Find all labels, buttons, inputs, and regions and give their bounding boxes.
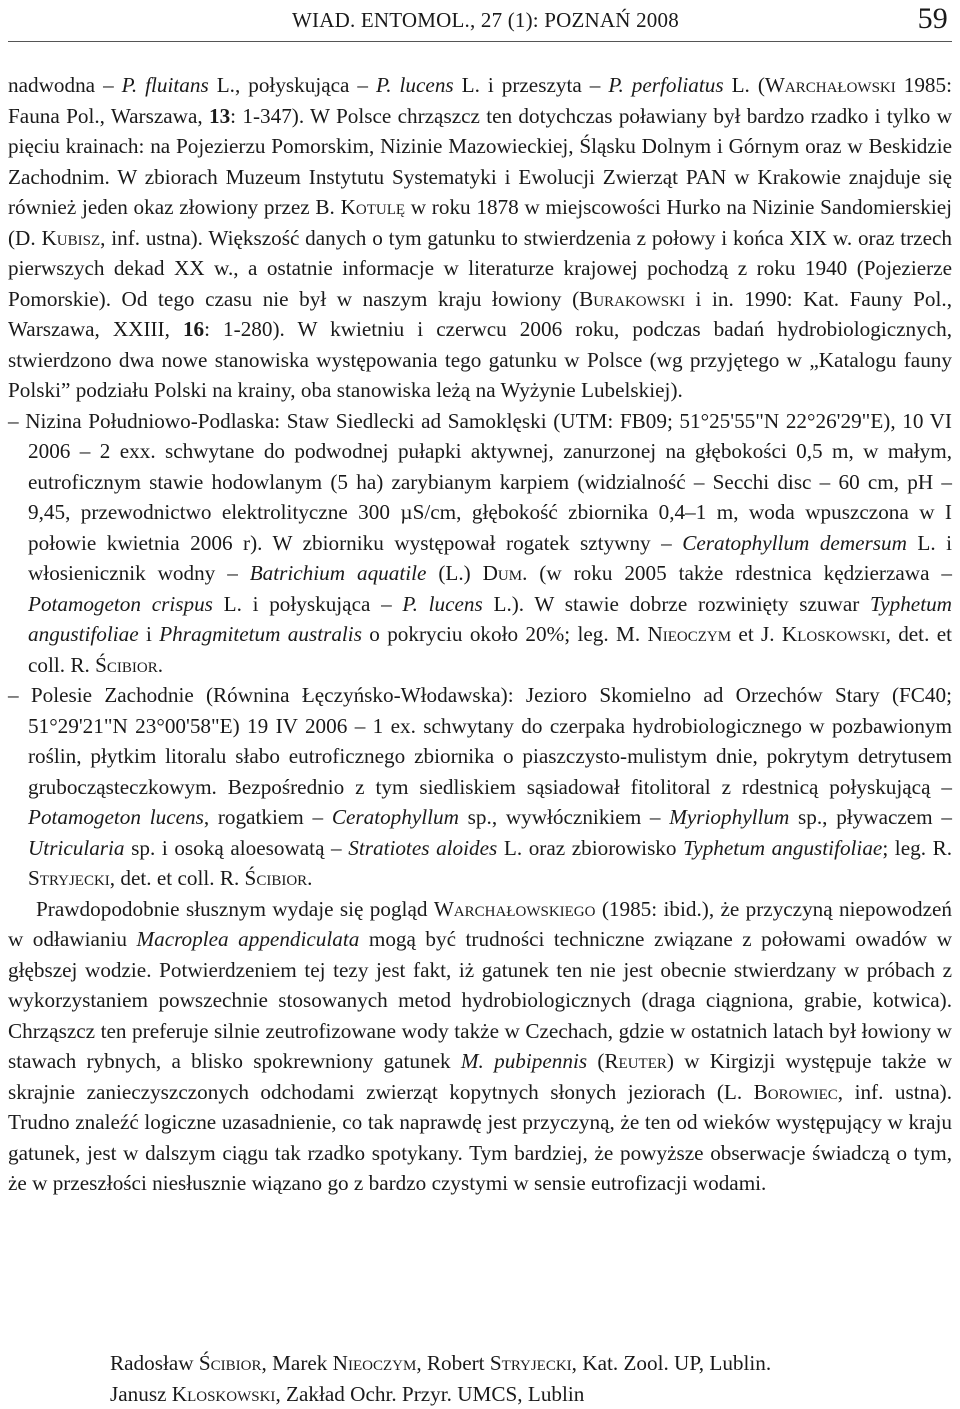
text-run: mogą być trudności techniczne związane z połowami owadów w głębszej wodzie. Potwierdzeniem tej tezy jest fakt, iż gatunek ten nie jest obecnie stwierdzany w próbach z wykorzystaniem powszechnie stosowanych metod hydrobiologicznych (draga ciągniona, grabie, kotwica). Chrząszcz ten preferuje silnie zeutrofizowane wody także w Czechach, gdzie w ostatnich latach był łowiony w stawach rybnych, a blisko spokrewniony gatunek — [8, 927, 952, 1073]
species-name: P. fluitans — [121, 73, 209, 97]
running-header — [8, 2, 952, 38]
author-name: Warchałowski — [764, 73, 896, 97]
text-run: : 1-280). W kwietniu i czerwcu 2006 roku, podczas badań hydrobiologicznych, stwierdzono dwa nowe stanowiska występowania tego gatunku w Polsce (wg przyjętego w „Katalogu fauny Polski” podziału Polski na krainy, oba stanowiska leżą na Wyżynie Lubelskiej). — [8, 317, 952, 402]
text-run: – Nizina Południowo-Podlaska: Staw Siedlecki ad Samoklęski (UTM: FB09; 51°25'55"N 22°26'29"E), 10 VI 2006 – 2 exx. schwytane do podwodnej pułapki aktywnej, zanurzonej na głębokości 0,5 m, w małym, eutroficznym stawie hodowlanym (5 ha) zarybianym karpiem (widzialność – Secchi disc – 60 cm, pH – 9,45, przewodnictwo elektrolityczne 300 µS/cm, głębokość zbiornika 0,4–1 m, woda wpuszczona w I połowie kwietnia 2006 r). W zbiorniku występował rogatek sztywny – — [8, 408, 952, 555]
author-name: Ścibior — [95, 652, 158, 677]
text-run: , Zakład Ochr. Przyr. UMCS, Lublin — [275, 1381, 585, 1406]
species-name: Typhetum angustifoliae — [683, 835, 883, 860]
text-run: , det. et coll. R. — [28, 622, 952, 677]
text-run: L. oraz zbiorowisko — [497, 835, 684, 860]
author-name: Kloskowski — [781, 622, 886, 646]
species-name: Ceratophyllum — [331, 805, 459, 829]
author-name: Warchałowskiego — [433, 896, 596, 921]
text-run: : 1-347). W Polsce chrząszcz ten dotychczas poławiany był bardzo rzadko i tylko w pięciu krainach: na Pojezierzu Pomorskim, Nizinie Mazowieckiej, Śląsku Dolnym i Górnym oraz w Beskidzie Zachodnim. W zbiorach Muzeum Instytutu Systematyki i Ewolucji Zwierząt PAN w Krakowie znajduje się również jeden okaz złowiony przez B. — [8, 103, 952, 219]
species-name: P. lucens — [376, 73, 454, 97]
page-number: 59 — [917, 2, 948, 35]
text-run: w roku 1878 w miejscowości Hurko na Nizinie Sandomierskiej (D. — [8, 195, 952, 250]
text-run: 1985: Fauna Pol., Warszawa, — [8, 73, 952, 128]
text-run: , Marek — [261, 1351, 333, 1375]
author-name: Borowiec — [753, 1079, 838, 1104]
journal-citation: WIAD. ENTOMOL., 27 (1): POZNAŃ 2008 — [292, 8, 679, 32]
text-run: , inf. ustna). Trudno znaleźć logiczne uzasadnienie, co tak naprawdę jest przyczyną, że ten od wieków występujący w kraju gatunek, jest w dalszym ciągu tak rzadko spotykany. Tym bardziej, że powyższe obserwacje świadczą o tym, że w przeszłości niesłusznie wiązano go z bardzo czystymi w sensie eutrofizacji wodami. — [8, 1079, 952, 1195]
text-run: L. i połyskująca – — [212, 591, 403, 616]
species-name: Batrichium aquatile — [249, 561, 427, 585]
text-run: . (w roku 2005 także rdestnica kędzierzawa – — [522, 561, 953, 585]
text-run: i in. 1990: Kat. Fauny Pol., Warszawa, XXIII, — [8, 286, 952, 341]
text-run: – Polesie Zachodnie (Równina Łęczyńsko-Włodawska): Jezioro Skomielno ad Orzechów Stary (FC40; 51°29'21"N 23°00'58"E) 19 IV 2006 – 1 ex. schwytany do czerpaka hydrobiologicznego w pozbawionym roślin, płytkim litoralu słabo eutroficznego zbiornika o piaszczysto-mulistym dnie, pokrytym detrytusem grubocząsteczkowym. Bezpośrednio z tym siedliskiem sąsiadował fitolitoral z rdestnicą połyskującą – — [8, 683, 952, 799]
species-name: P. lucens — [402, 591, 483, 616]
author-name: Reuter — [604, 1049, 667, 1073]
species-name: Stratiotes aloides — [348, 835, 498, 860]
author-name: Burakowski — [579, 286, 685, 311]
text-run: sp., pływaczem – — [789, 805, 952, 829]
species-name: Typhetum angustifoliae — [28, 591, 952, 646]
authors-line-1 — [110, 1348, 960, 1379]
species-name: Myriophyllum — [669, 805, 790, 829]
author-name: Dum — [482, 561, 523, 585]
text-run: et J. — [731, 622, 782, 646]
text-run: ) w Kirgizji występuje także w skrajnie zanieczyszczonych odchodami zwierząt kopytnych słonych jeziorach (L. — [8, 1049, 952, 1104]
text-run: , Robert — [416, 1351, 490, 1375]
volume-number: 16 — [182, 317, 205, 341]
locality-entry-1 — [8, 406, 952, 681]
text-run: Radosław — [110, 1351, 199, 1375]
author-name: Kloskowski — [171, 1381, 276, 1406]
locality-entry-2 — [8, 680, 952, 894]
text-run: i — [138, 622, 160, 646]
text-run: nadwodna – — [8, 73, 122, 97]
author-name: Ścibior — [198, 1351, 262, 1375]
text-run: (L.) — [426, 561, 483, 585]
paragraph-discussion — [8, 894, 952, 1199]
text-run: sp., wywłócznikiem – — [458, 805, 670, 829]
article-body — [8, 70, 952, 1199]
text-run: (1985: ibid.), że przyczyną niepowodzeń w odławianiu — [8, 896, 953, 951]
volume-number: 13 — [208, 103, 231, 128]
author-name: Nieoczym — [332, 1351, 417, 1375]
text-run: L., połyskująca – — [208, 73, 377, 97]
text-run: sp. i osoką aloesowatą – — [124, 835, 349, 860]
author-name: Kubisz — [41, 225, 101, 250]
text-run: L.). W stawie dobrze rozwinięty szuwar — [482, 591, 870, 616]
text-run: ( — [587, 1049, 605, 1073]
author-name: Stryjecki — [489, 1351, 572, 1375]
species-name: Utricularia — [28, 835, 125, 860]
text-run: , inf. ustna). Większość danych o tym gatunku to stwierdzenia z połowy i końca XIX w. oraz trzech pierwszych dekad XX w., a ostatnie informacje w literaturze krajowej pochodzą z roku 1940 (Pojezierze Pomorskie). Od tego czasu nie był w naszym kraju łowiony ( — [8, 225, 952, 311]
species-name: M. pubipennis — [460, 1049, 588, 1073]
species-name: Potamogeton crispus — [28, 591, 213, 616]
species-name: Potamogeton lucens — [28, 805, 204, 829]
text-run: , det. et coll. R. — [109, 866, 245, 890]
text-run: L. ( — [723, 73, 765, 97]
text-run: L. i włosienicznik wodny – — [28, 530, 952, 585]
text-run: . — [157, 652, 164, 677]
author-name: Ścibior — [244, 866, 308, 890]
text-run: Janusz — [110, 1381, 172, 1406]
text-run: . — [307, 866, 313, 890]
text-run: ; leg. R. — [882, 835, 953, 860]
header-rule — [8, 41, 952, 42]
species-name: P. perfoliatus — [608, 73, 724, 97]
author-name: Nieoczym — [647, 622, 732, 646]
species-name: Phragmitetum australis — [159, 622, 362, 646]
text-run: , rogatkiem – — [203, 805, 332, 829]
species-name: Macroplea appendiculata — [136, 927, 360, 951]
author-name: Kotulę — [340, 195, 406, 219]
text-run: Prawdopodobnie słusznym wydaje się pogląd — [36, 896, 434, 921]
author-name: Stryjecki — [28, 866, 110, 890]
species-name: Ceratophyllum demersum — [682, 530, 907, 555]
text-run: L. i przeszyta – — [453, 73, 609, 97]
paragraph-intro — [8, 70, 952, 406]
authors-line-2 — [110, 1379, 960, 1409]
authors-block — [110, 1348, 960, 1409]
text-run: o pokryciu około 20%; leg. M. — [361, 622, 648, 646]
text-run: , Kat. Zool. UP, Lublin. — [571, 1351, 772, 1375]
